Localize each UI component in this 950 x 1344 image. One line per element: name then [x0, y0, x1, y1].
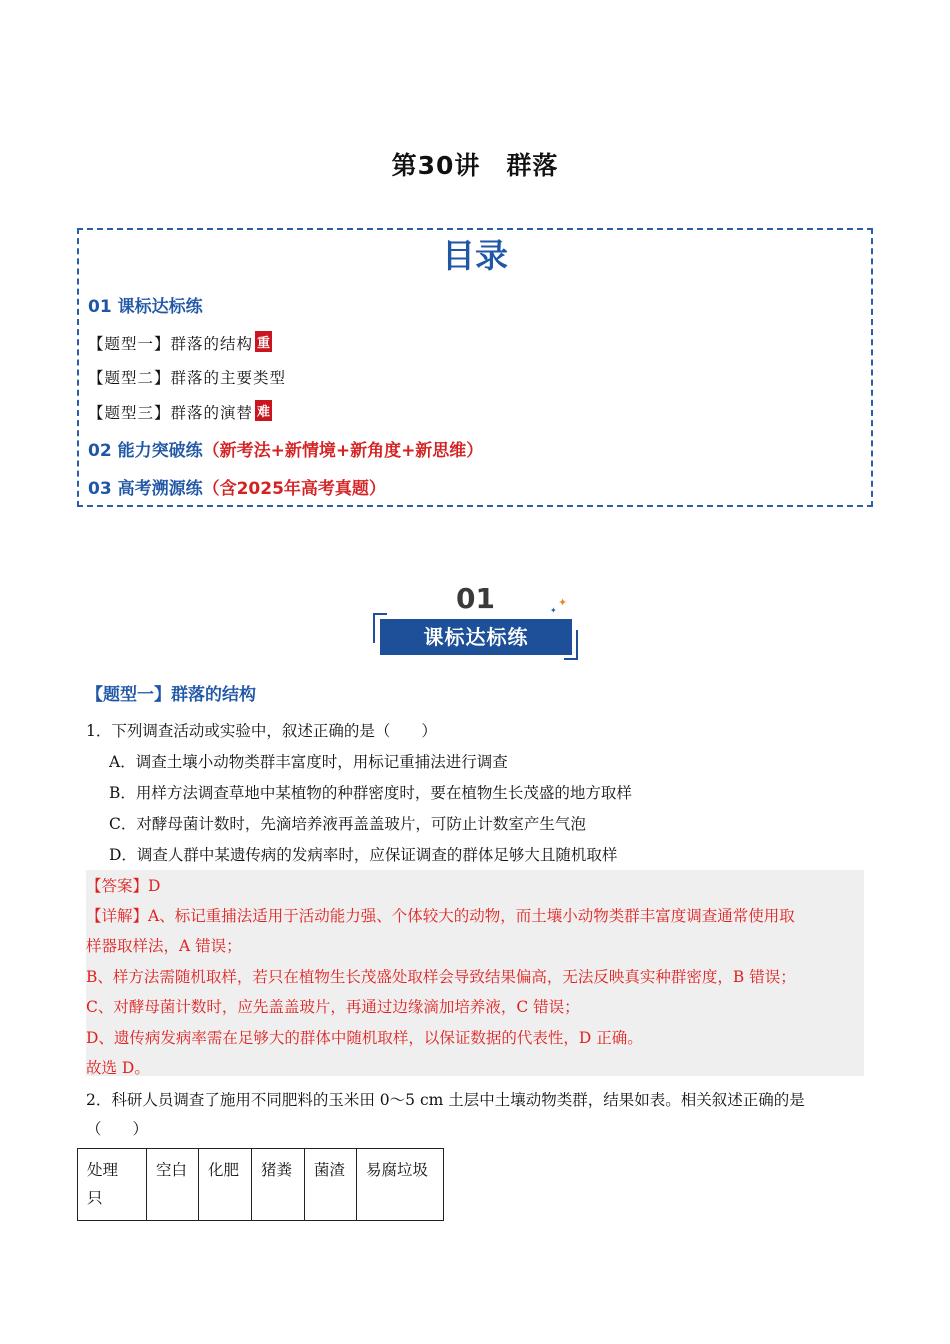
toc-item-type3[interactable] [88, 400, 272, 423]
sparkle-icon: ✦ [558, 596, 568, 609]
question-1-option-b: B．用样方法调查草地中某植物的种群密度时，要在植物生长茂盛的地方取样 [109, 784, 632, 802]
question-2-stem: 2．科研人员调查了施用不同肥料的玉米田 0～5 cm 土层中土壤动物类群，结果如表。相关叙述正确的是 [86, 1091, 805, 1109]
question-2-stem-cont: （ ） [86, 1120, 149, 1138]
sparkle-icon: ✦ [550, 606, 557, 615]
toc-item-label: 【题型一】群落的结构 [88, 335, 254, 353]
toc-section-1-label: 01 课标达标练 [88, 297, 203, 317]
answer-explanation-box [86, 870, 864, 1076]
table-header-cell: 处理 只 [78, 1149, 147, 1221]
toc-section-3-extra: （含2025年高考真题） [202, 479, 386, 499]
toc-section-2-extra: （新考法+新情境+新角度+新思维） [202, 441, 484, 461]
table-of-contents [77, 228, 873, 507]
toc-heading: 目录 [442, 236, 508, 275]
table-header-cell: 易腐垃圾 [357, 1149, 444, 1221]
explanation-line: 【详解】A、标记重捕法适用于活动能力强、个体较大的动物，而土壤小动物类群丰富度调查通常使用取 [86, 907, 795, 925]
toc-section-3[interactable] [88, 474, 386, 499]
table-header-cell: 化肥 [199, 1149, 252, 1221]
question-1-option-c: C．对酵母菌计数时，先滴培养液再盖盖玻片，可防止计数室产生气泡 [109, 815, 586, 833]
banner-bar [380, 619, 572, 655]
section-banner [368, 580, 583, 662]
explanation-line: 样器取样法，A 错误； [86, 937, 242, 955]
toc-section-2[interactable] [88, 436, 483, 461]
data-table [77, 1148, 444, 1221]
key-point-badge: 重 [255, 331, 272, 352]
banner-number: 01 [456, 582, 495, 615]
page-title: 第30讲 群落 [391, 151, 559, 180]
toc-section-1[interactable] [88, 292, 203, 317]
explanation-line: 故选 D。 [86, 1059, 150, 1077]
question-1-option-a: A．调查土壤小动物类群丰富度时，用标记重捕法进行调查 [109, 753, 508, 771]
toc-item-type2[interactable] [88, 366, 286, 388]
table-header-cell: 猪粪 [252, 1149, 305, 1221]
explanation-line: C、对酵母菌计数时，应先盖盖玻片，再通过边缘滴加培养液，C 错误； [86, 998, 580, 1016]
difficulty-badge: 难 [255, 400, 272, 421]
table-header-cell: 空白 [147, 1149, 199, 1221]
type-heading: 【题型一】群落的结构 [86, 685, 256, 705]
toc-section-2-label: 02 能力突破练 [88, 441, 203, 461]
toc-item-label: 【题型三】群落的演替 [88, 404, 254, 422]
explanation-line: B、样方法需随机取样，若只在植物生长茂盛处取样会导致结果偏高，无法反映真实种群密度，B 错误； [86, 968, 796, 986]
question-1-stem: 1．下列调查活动或实验中，叙述正确的是（ ） [86, 722, 437, 740]
table-row [78, 1149, 444, 1221]
toc-section-3-label: 03 高考溯源练 [88, 479, 203, 499]
question-1-option-d: D．调查人群中某遗传病的发病率时，应保证调查的群体足够大且随机取样 [109, 846, 618, 864]
table-header-cell: 菌渣 [305, 1149, 357, 1221]
banner-label: 课标达标练 [423, 625, 529, 649]
toc-item-label: 【题型二】群落的主要类型 [88, 369, 287, 387]
explanation-line: D、遗传病发病率需在足够大的群体中随机取样，以保证数据的代表性，D 正确。 [86, 1029, 643, 1047]
toc-item-type1[interactable] [88, 331, 272, 354]
answer-text: 【答案】D [86, 877, 161, 895]
banner-corner-decoration [564, 630, 578, 660]
